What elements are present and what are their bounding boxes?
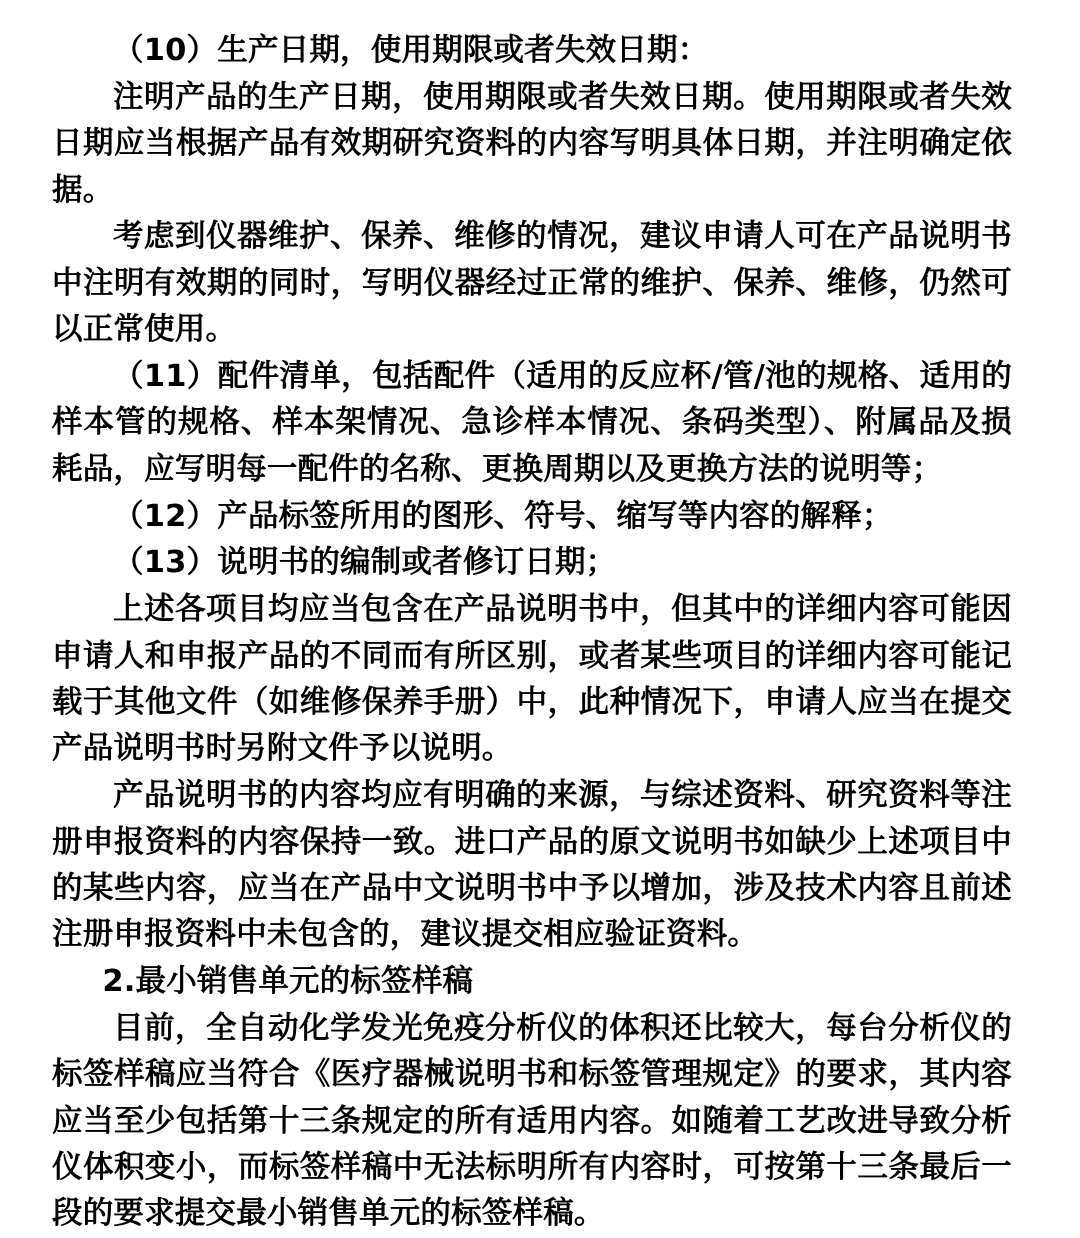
paragraph-maintenance-note: 考虑到仪器维护、保养、维修的情况，建议申请人可在产品说明书中注明有效期的同时，写明仪器经过正常的维护、保养、维修，仍然可以正常使用。 — [52, 219, 1012, 348]
heading-section-2: 2.最小销售单元的标签样稿 — [102, 964, 474, 1000]
document-body — [52, 28, 1012, 1238]
paragraph-summary-items: 上述各项目均应当包含在产品说明书中，但其中的详细内容可能因申请人和申报产品的不同而有所区别，或者某些项目的详细内容可能记载于其他文件（如维修保养手册）中，此种情况下，申请人应当在提交产品说明书时另附文件予以说明。 — [52, 592, 1012, 767]
paragraph-item-13: （13）说明书的编制或者修订日期； — [113, 545, 617, 581]
paragraph-content-source: 产品说明书的内容均应有明确的来源，与综述资料、研究资料等注册申报资料的内容保持一致。进口产品的原文说明书如缺少上述项目中的某些内容，应当在产品中文说明书中予以增加，涉及技术内容且前述注册申报资料中未包含的，建议提交相应验证资料。 — [52, 778, 1012, 953]
paragraph-item-12: （12）产品标签所用的图形、符号、缩写等内容的解释； — [113, 498, 893, 534]
paragraph-item-10: （10）生产日期，使用期限或者失效日期： — [113, 33, 709, 68]
paragraph-item-11: （11）配件清单，包括配件（适用的反应杯/管/池的规格、适用的样本管的规格、样本架情况、急诊样本情况、条码类型）、附属品及损耗品，应写明每一配件的名称、更换周期以及更换方法的说明等； — [52, 359, 1012, 487]
paragraph-production-date-detail: 注明产品的生产日期，使用期限或者失效日期。使用期限或者失效日期应当根据产品有效期研究资料的内容写明具体日期，并注明确定依据。 — [52, 79, 1012, 208]
paragraph-label-draft: 目前，全自动化学发光免疫分析仪的体积还比较大，每台分析仪的标签样稿应当符合《医疗器械说明书和标签管理规定》的要求，其内容应当至少包括第十三条规定的所有适用内容。如随着工艺改进导致分析仪体积变小，而标签样稿中无法标明所有内容时，可按第十三条最后一段的要求提交最小销售单元的标签样稿。 — [52, 1011, 1012, 1232]
